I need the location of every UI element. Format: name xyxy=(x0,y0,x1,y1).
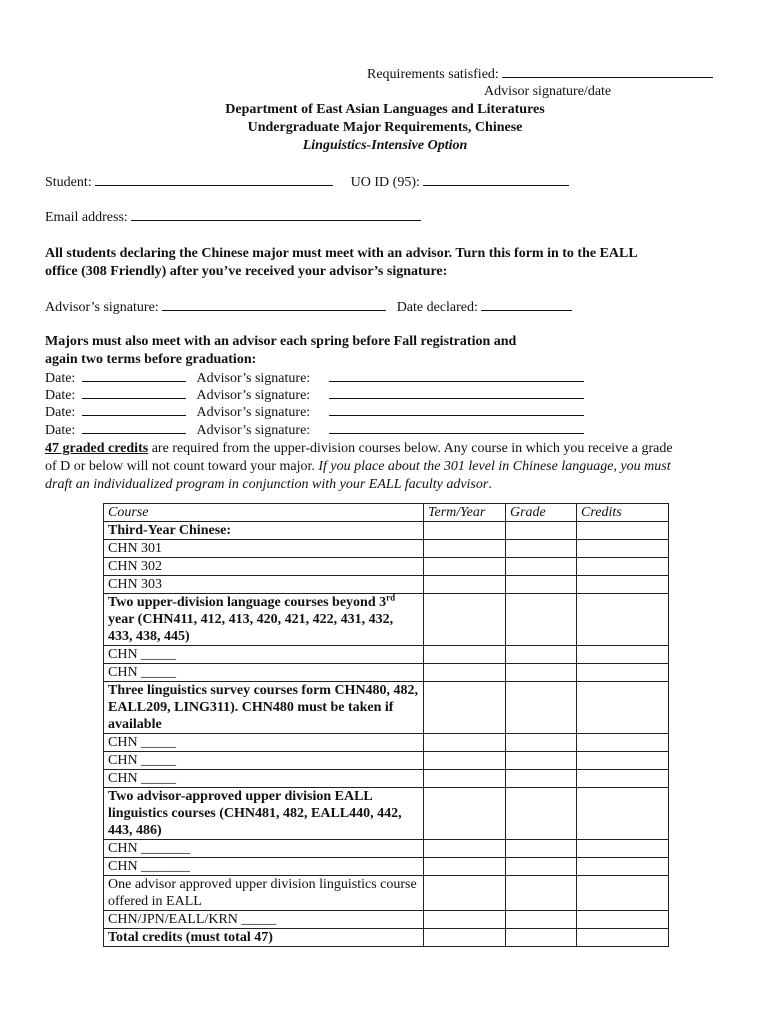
advisor-signature-label: Advisor’s signature: xyxy=(45,300,159,315)
meeting-signature-blank[interactable] xyxy=(329,369,584,382)
credits-italic-2: draft an individualized program in conjunction with your EALL faculty advisor xyxy=(45,477,489,492)
table-row xyxy=(104,911,669,929)
header-term-year: Term/Year xyxy=(424,504,506,522)
course-cell: Third-Year Chinese: xyxy=(104,522,424,540)
term-year-cell[interactable] xyxy=(424,664,506,682)
grade-cell[interactable] xyxy=(506,558,577,576)
grade-cell[interactable] xyxy=(506,929,577,947)
date-declared-blank[interactable] xyxy=(481,298,572,311)
table-row xyxy=(104,929,669,947)
grade-cell[interactable] xyxy=(506,752,577,770)
requirements-satisfied-label: Requirements satisfied: xyxy=(367,67,499,82)
credits-cell[interactable] xyxy=(577,858,669,876)
credits-cell[interactable] xyxy=(577,911,669,929)
course-cell: One advisor approved upper division linguistics course offered in EALL xyxy=(104,876,424,911)
requirements-satisfied-line xyxy=(367,65,713,83)
course-cell: Two advisor-approved upper division EALL linguistics courses (CHN481, 482, EALL440, 442, 443, 486) xyxy=(104,788,424,840)
meeting-row xyxy=(45,369,584,387)
advisor-declaration-row xyxy=(45,298,572,316)
term-year-cell[interactable] xyxy=(424,734,506,752)
credits-cell[interactable] xyxy=(577,540,669,558)
meeting-signature-label: Advisor’s signature: xyxy=(196,423,311,438)
meeting-date-label: Date: xyxy=(45,388,76,403)
notice-line-2: office (308 Friendly) after you’ve received your advisor’s signature: xyxy=(45,264,448,279)
term-year-cell[interactable] xyxy=(424,522,506,540)
header-course: Course xyxy=(104,504,424,522)
credits-cell[interactable] xyxy=(577,876,669,911)
term-year-cell[interactable] xyxy=(424,558,506,576)
grade-cell[interactable] xyxy=(506,911,577,929)
table-row xyxy=(104,734,669,752)
meeting-date-label: Date: xyxy=(45,405,76,420)
graded-credits-emphasis: 47 graded credits xyxy=(45,441,149,456)
meeting-row xyxy=(45,421,584,439)
grade-cell[interactable] xyxy=(506,788,577,840)
table-row xyxy=(104,522,669,540)
grade-cell[interactable] xyxy=(506,576,577,594)
advisor-signature-blank[interactable] xyxy=(162,298,386,311)
meeting-signature-label: Advisor’s signature: xyxy=(196,405,311,420)
email-label: Email address: xyxy=(45,210,128,225)
meetings-line-2: again two terms before graduation: xyxy=(45,352,257,367)
credits-italic-1: If you place about the 301 level in Chinese language, you must xyxy=(318,459,671,474)
uoid-label: UO ID (95): xyxy=(350,175,420,190)
grade-cell[interactable] xyxy=(506,682,577,734)
student-label: Student: xyxy=(45,175,92,190)
table-row xyxy=(104,646,669,664)
grade-cell[interactable] xyxy=(506,540,577,558)
grade-cell[interactable] xyxy=(506,876,577,911)
term-year-cell[interactable] xyxy=(424,876,506,911)
uoid-blank[interactable] xyxy=(423,173,569,186)
course-cell: CHN _______ xyxy=(104,840,424,858)
credits-end: . xyxy=(488,477,492,492)
credits-cell[interactable] xyxy=(577,752,669,770)
meeting-signature-blank[interactable] xyxy=(329,403,584,416)
course-cell: CHN 302 xyxy=(104,558,424,576)
header-credits: Credits xyxy=(577,504,669,522)
requirements-table xyxy=(103,503,669,947)
course-cell: CHN _____ xyxy=(104,752,424,770)
term-year-cell[interactable] xyxy=(424,594,506,646)
credits-cell[interactable] xyxy=(577,576,669,594)
table-row xyxy=(104,840,669,858)
course-cell: Total credits (must total 47) xyxy=(104,929,424,947)
major-requirements-subtitle: Undergraduate Major Requirements, Chinese xyxy=(247,120,523,135)
term-year-cell[interactable] xyxy=(424,646,506,664)
meetings-line-1: Majors must also meet with an advisor each spring before Fall registration and xyxy=(45,334,517,349)
grade-cell[interactable] xyxy=(506,770,577,788)
term-year-cell[interactable] xyxy=(424,788,506,840)
credits-cell[interactable] xyxy=(577,664,669,682)
credits-cell[interactable] xyxy=(577,522,669,540)
term-year-cell[interactable] xyxy=(424,752,506,770)
meeting-date-label: Date: xyxy=(45,371,76,386)
course-cell: CHN/JPN/EALL/KRN _____ xyxy=(104,911,424,929)
meeting-date-blank[interactable] xyxy=(82,386,186,399)
table-row xyxy=(104,770,669,788)
advisor-signature-date-label: Advisor signature/date xyxy=(484,84,612,99)
table-row xyxy=(104,752,669,770)
option-title: Linguistics-Intensive Option xyxy=(302,138,468,153)
meeting-date-blank[interactable] xyxy=(82,369,186,382)
term-year-cell[interactable] xyxy=(424,540,506,558)
credits-cell[interactable] xyxy=(577,682,669,734)
header-grade: Grade xyxy=(506,504,577,522)
meeting-date-blank[interactable] xyxy=(82,421,186,434)
table-row xyxy=(104,576,669,594)
department-title: Department of East Asian Languages and Literatures xyxy=(225,102,545,117)
credits-paragraph-line-3 xyxy=(45,476,492,493)
course-cell: CHN _____ xyxy=(104,664,424,682)
table-row xyxy=(104,858,669,876)
meeting-date-blank[interactable] xyxy=(82,403,186,416)
table-row xyxy=(104,682,669,734)
credits-cell[interactable] xyxy=(577,594,669,646)
notice-line-1: All students declaring the Chinese major must meet with an advisor. Turn this form in to the EALL xyxy=(45,246,638,261)
credits-cell[interactable] xyxy=(577,840,669,858)
credits-cell[interactable] xyxy=(577,558,669,576)
meeting-signature-blank[interactable] xyxy=(329,386,584,399)
course-cell: Three linguistics survey courses form CHN480, 482, EALL209, LING311). CHN480 must be taken if available xyxy=(104,682,424,734)
student-name-blank[interactable] xyxy=(95,173,333,186)
meeting-date-label: Date: xyxy=(45,423,76,438)
grade-cell[interactable] xyxy=(506,646,577,664)
table-row xyxy=(104,540,669,558)
grade-cell[interactable] xyxy=(506,664,577,682)
credits-cell[interactable] xyxy=(577,929,669,947)
credits-paragraph-line-1 xyxy=(45,440,673,457)
term-year-cell[interactable] xyxy=(424,911,506,929)
grade-cell[interactable] xyxy=(506,734,577,752)
grade-cell[interactable] xyxy=(506,594,577,646)
table-row xyxy=(104,664,669,682)
credits-cell[interactable] xyxy=(577,788,669,840)
meeting-row xyxy=(45,403,584,421)
email-blank[interactable] xyxy=(131,208,421,221)
course-cell: CHN 301 xyxy=(104,540,424,558)
credits-paragraph-line-2 xyxy=(45,458,671,475)
term-year-cell[interactable] xyxy=(424,929,506,947)
term-year-cell[interactable] xyxy=(424,770,506,788)
table-row xyxy=(104,876,669,911)
grade-cell[interactable] xyxy=(506,840,577,858)
meeting-signature-label: Advisor’s signature: xyxy=(196,371,311,386)
credits-cell[interactable] xyxy=(577,770,669,788)
credits-text-1: are required from the upper-division courses below. Any course in which you receive a grade xyxy=(148,441,673,456)
term-year-cell[interactable] xyxy=(424,682,506,734)
course-cell: Two upper-division language courses beyond 3rd year (CHN411, 412, 413, 420, 421, 422, 431, 432, 433, 438, 445) xyxy=(104,594,424,646)
credits-cell[interactable] xyxy=(577,734,669,752)
table-row xyxy=(104,594,669,646)
meeting-row xyxy=(45,386,584,404)
term-year-cell[interactable] xyxy=(424,576,506,594)
table-row xyxy=(104,558,669,576)
term-year-cell[interactable] xyxy=(424,840,506,858)
table-row xyxy=(104,788,669,840)
term-year-cell[interactable] xyxy=(424,858,506,876)
date-declared-label: Date declared: xyxy=(396,300,478,315)
course-cell: CHN _____ xyxy=(104,770,424,788)
course-cell: CHN _____ xyxy=(104,734,424,752)
meeting-signature-label: Advisor’s signature: xyxy=(196,388,311,403)
email-field-row xyxy=(45,208,421,226)
grade-cell[interactable] xyxy=(506,858,577,876)
student-field-row xyxy=(45,173,569,191)
credits-cell[interactable] xyxy=(577,646,669,664)
requirements-signature-blank[interactable] xyxy=(502,65,713,78)
course-cell: CHN _______ xyxy=(104,858,424,876)
grade-cell[interactable] xyxy=(506,522,577,540)
credits-text-2: of D or below will not count toward your major. xyxy=(45,459,319,474)
meeting-signature-blank[interactable] xyxy=(329,421,584,434)
table-header-row xyxy=(104,504,669,522)
course-cell: CHN _____ xyxy=(104,646,424,664)
course-cell: CHN 303 xyxy=(104,576,424,594)
